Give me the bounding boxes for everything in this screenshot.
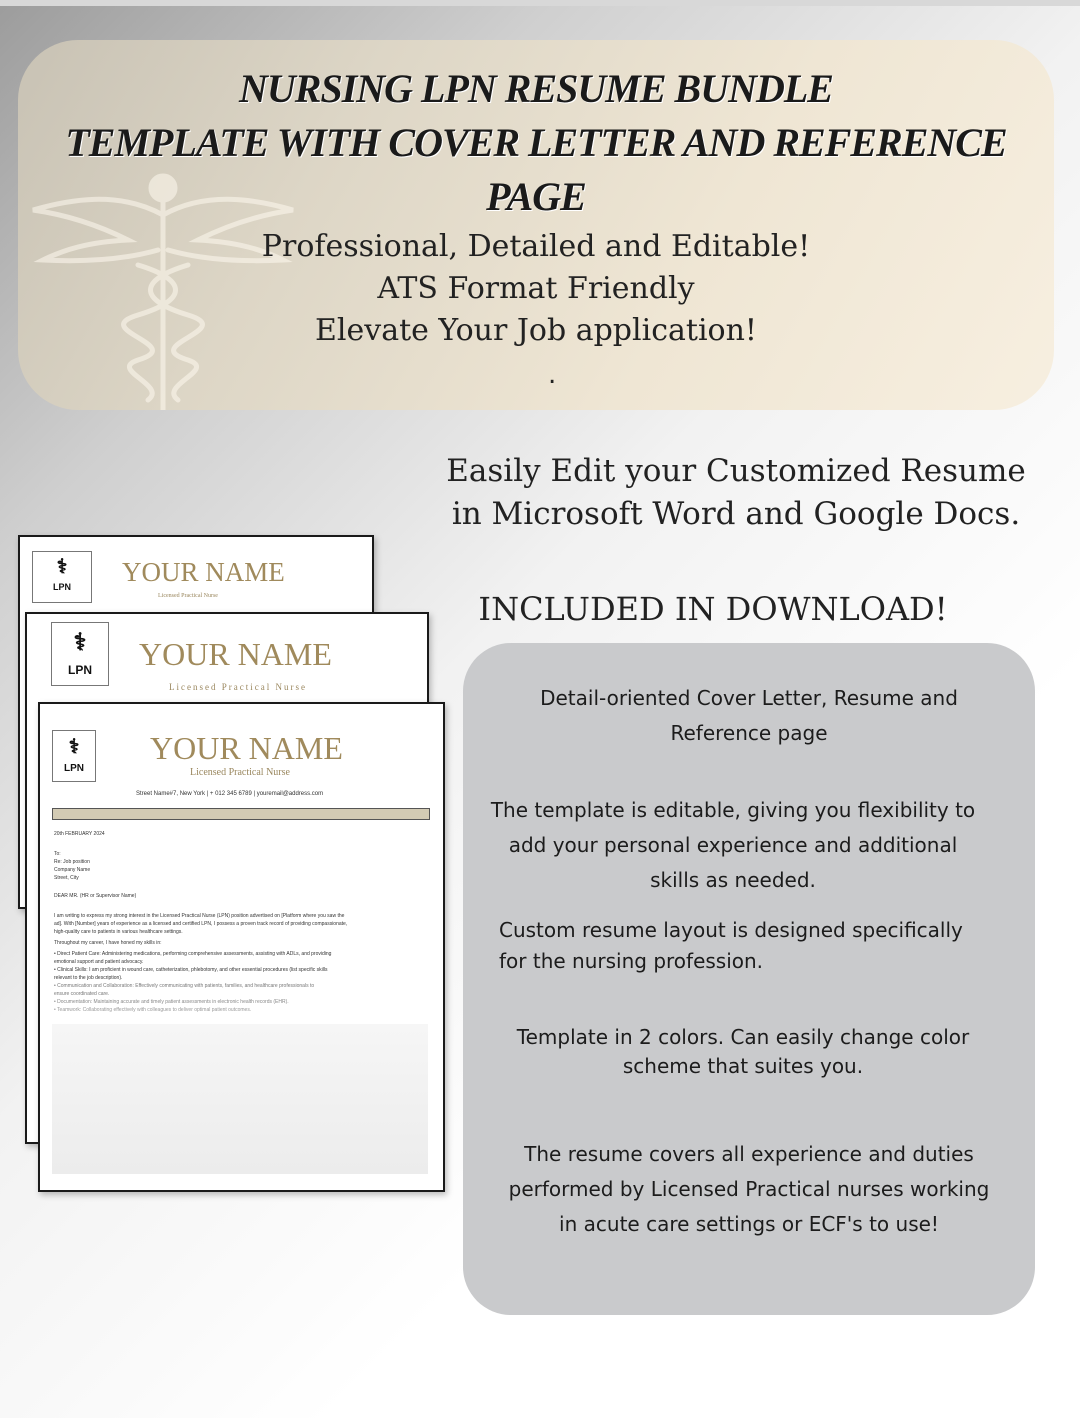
logo-label: LPN [68,663,92,677]
address-line: Re: Job position [54,859,90,865]
doc-role: Licensed Practical Nurse [190,767,290,778]
edit-line: in Microsoft Word and Google Docs. [451,496,1021,532]
body-line: I am writing to express my strong interest in the Licensed Practical Nurse (LPN) position advertised on [Platform where you saw the [54,913,345,919]
doc-name: YOUR NAME [139,636,332,672]
feature-line: for the nursing profession. [499,949,764,973]
feature-colors [463,1023,1023,1081]
banner-title-line: NURSING LPN RESUME BUNDLE [239,66,833,111]
doc-role: Licensed Practical Nurse [169,682,307,692]
logo-label: LPN [53,582,71,592]
feature-line: skills as needed. [650,868,816,892]
logo-label: LPN [64,763,84,774]
included-features-card [463,643,1035,1315]
edit-description [436,450,1036,536]
doc-divider-bar [52,808,430,820]
body-line: • Documentation: Maintaining accurate and timely patient assessments in electronic health records (EHR). [54,999,289,1005]
address-line: To: [54,851,61,857]
feature-line: scheme that suites you. [622,1054,864,1078]
feature-line: in acute care settings or ECF's to use! [559,1212,939,1236]
body-line: relevant to the job description). [54,975,123,981]
body-line: ad]. With [Number] years of experience as a licensed and certified LPN, I possess a proven track record of providing compassionate, [54,921,348,927]
banner-subtitle [18,226,1054,352]
feature-line: performed by Licensed Practical nurses working [508,1177,990,1201]
address-line: Street, City [54,875,79,881]
banner-subtitle-line: Professional, Detailed and Editable! [261,229,811,264]
body-line: emotional support and patient advocacy. [54,959,144,965]
feature-cover-letter [463,681,1035,751]
body-line: high-quality care to patients in various healthcare settings. [54,929,183,935]
header-banner [18,40,1054,410]
body-line: Throughout my career, I have honed my skills in: [54,940,162,946]
document-preview-front [38,702,445,1192]
feature-line: Template in 2 colors. Can easily change color [516,1025,970,1049]
feature-line: Reference page [670,721,828,745]
caduceus-icon: ⚕ [73,629,87,656]
doc-date: 20th FEBRUARY 2024 [54,831,105,837]
banner-title-line: PAGE [486,174,586,219]
doc-body [54,912,347,1014]
feature-layout [499,915,1019,977]
doc-contact: Street Name#7, New York | + 012 345 6789 | youremail@address.com [136,791,324,797]
body-line: ensure coordinated care. [54,991,110,997]
feature-line: Detail-oriented Cover Letter, Resume and [540,686,958,710]
banner-title [18,62,1054,224]
doc-name: YOUR NAME [150,730,343,766]
feature-line: The resume covers all experience and duties [524,1142,974,1166]
address-line: Company Name [54,867,91,873]
feature-editable [463,793,1003,898]
lpn-logo [51,622,109,686]
edit-line: Easily Edit your Customized Resume [446,453,1026,489]
body-line: • Direct Patient Care: Administering medications, performing comprehensive assessments, assisting with ADLs, and providing [54,951,332,957]
banner-title-line: TEMPLATE WITH COVER LETTER AND REFERENCE [65,120,1007,165]
doc-name: YOUR NAME [122,557,285,587]
feature-coverage [463,1137,1035,1242]
caduceus-icon: ⚕ [56,556,68,578]
doc-address [54,850,90,882]
lpn-logo [52,730,96,782]
banner-subtitle-line: ATS Format Friendly [377,271,695,306]
body-line: • Clinical Skills: I am proficient in wound care, catheterization, phlebotomy, and other essential procedures (list specific skills [54,967,328,973]
feature-line: add your personal experience and additional [508,833,958,857]
feature-line: The template is editable, giving you flexibility to [490,798,976,822]
doc-role: Licensed Practical Nurse [158,593,218,599]
feature-line: Custom resume layout is designed specifically [499,918,963,942]
caduceus-icon: ⚕ [68,736,80,758]
included-heading: INCLUDED IN DOWNLOAD! [478,590,948,628]
banner-dot: . [548,360,557,390]
doc-salutation: DEAR MR. (HR or Supervisor Name) [54,893,137,899]
body-line: • Teamwork: Collaborating effectively with colleagues to deliver optimal patient outcomes. [54,1007,252,1013]
lpn-logo [32,551,92,603]
banner-subtitle-line: Elevate Your Job application! [315,313,757,348]
body-line: • Communication and Collaboration: Effectively communicating with patients, families, and healthcare professionals to [54,983,315,989]
doc-faded-text-area [52,1024,428,1174]
top-strip [0,0,1080,6]
